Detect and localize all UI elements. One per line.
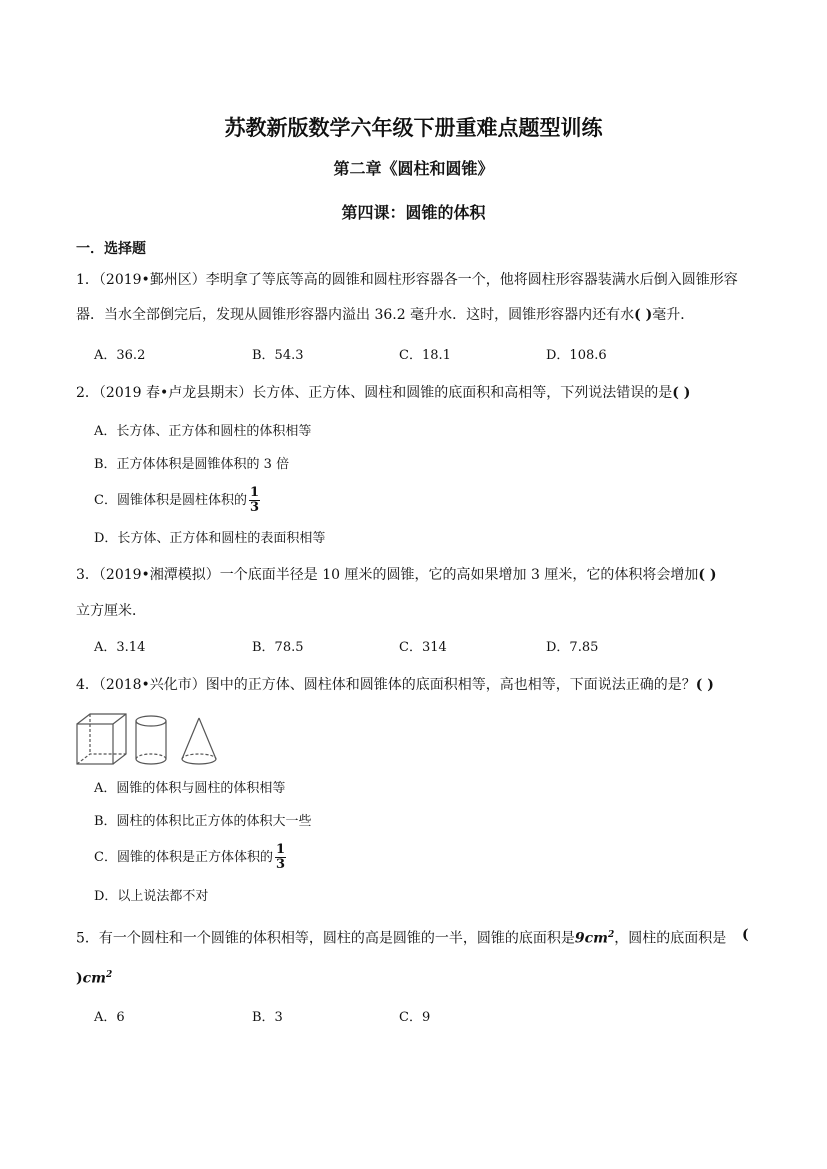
q3-option-d: D．7.85	[546, 640, 599, 655]
question-1-text: 器．当水全部倒完后，发现从圆锥形容器内溢出 36.2 毫升水．这时，圆锥形容器内还有水	[76, 307, 635, 323]
q3-option-c: C．314	[399, 640, 447, 655]
page-title: 苏教新版数学六年级下册重难点题型训练	[224, 115, 603, 140]
q2-option-a: A．长方体、正方体和圆柱的体积相等	[94, 424, 312, 439]
question-1-line-1: 1．（2019•鄞州区）李明拿了等底等高的圆锥和圆柱形容器各一个，他将圆柱形容器装满水后倒入圆锥形容	[76, 272, 738, 288]
area-value: 9	[574, 930, 585, 947]
question-1-unit: 毫升．	[652, 307, 695, 323]
fraction	[249, 486, 260, 515]
answer-unit: cm	[82, 970, 106, 987]
q4-option-b: B．圆柱的体积比正方体的体积大一些	[94, 814, 312, 829]
section-heading: 一．选择题	[76, 241, 146, 257]
q2-option-d: D．长方体、正方体和圆柱的表面积相等	[94, 531, 326, 546]
question-5-line-1	[76, 925, 766, 949]
unit-exponent: 2	[608, 930, 615, 940]
question-2-text: 2．（2019 春•卢龙县期末）长方体、正方体、圆柱和圆锥的底面积和高相等，下列说法错误的是	[76, 385, 673, 401]
question-5-text-2: ，圆柱的底面积是	[614, 930, 727, 947]
q2-option-b: B．正方体体积是圆锥体积的 3 倍	[94, 457, 290, 472]
q5-option-b: B．3	[252, 1010, 283, 1025]
question-4-line-1	[76, 675, 714, 695]
solid-figures	[76, 712, 226, 772]
chapter-title: 第二章《圆柱和圆锥》	[333, 159, 494, 178]
fraction-numerator: 1	[275, 842, 285, 857]
question-3-line-1	[76, 565, 716, 585]
q2-option-c	[94, 486, 260, 515]
q1-option-a: A．36.2	[94, 348, 146, 363]
fraction-denominator: 3	[275, 857, 285, 872]
q1-option-d: D．108.6	[546, 348, 607, 363]
question-2-line-1	[76, 383, 690, 403]
cube-figure	[77, 714, 126, 764]
fraction-numerator: 1	[249, 485, 259, 500]
q3-option-b: B．78.5	[252, 640, 304, 655]
lesson-title: 第四课：圆锥的体积	[341, 203, 486, 222]
fraction-denominator: 3	[249, 500, 259, 515]
q4-option-c	[94, 843, 286, 872]
question-3-line-2: 立方厘米．	[76, 603, 146, 619]
question-4-text: 4．（2018•兴化市）图中的正方体、圆柱体和圆锥体的底面积相等，高也相等，下面说法正确的是？	[76, 677, 696, 693]
answer-blank: ( )	[634, 307, 653, 323]
q4-option-c-text: C．圆锥的体积是正方体体积的	[94, 850, 273, 865]
q5-option-a: A．6	[94, 1010, 125, 1025]
question-5-text: 5．有一个圆柱和一个圆锥的体积相等，圆柱的高是圆锥的一半，圆锥的底面积是	[76, 930, 575, 947]
q1-option-c: C．18.1	[399, 348, 451, 363]
q4-option-a: A．圆锥的体积与圆柱的体积相等	[94, 781, 286, 796]
answer-unit-exponent: 2	[105, 970, 113, 980]
answer-blank: ( )	[698, 567, 717, 583]
area-unit: cm	[584, 930, 608, 947]
answer-blank-open: (	[742, 927, 749, 943]
question-3-text: 3．（2019•湘潭模拟）一个底面半径是 10 厘米的圆锥，它的高如果增加 3 厘米，它的体积将会增加	[76, 567, 699, 583]
answer-blank-close: )	[76, 970, 83, 987]
answer-blank: ( )	[695, 677, 714, 693]
question-5-line-2	[76, 965, 112, 989]
q2-option-c-text: C．圆锥体积是圆柱体积的	[94, 493, 247, 508]
q5-option-c: C．9	[399, 1010, 431, 1025]
cylinder-figure	[136, 716, 166, 764]
q4-option-d: D．以上说法都不对	[94, 889, 209, 904]
answer-blank: ( )	[672, 385, 691, 401]
q3-option-a: A．3.14	[94, 640, 146, 655]
question-1-line-2	[76, 305, 694, 325]
cone-figure	[182, 718, 216, 764]
fraction	[275, 843, 286, 872]
q1-option-b: B．54.3	[252, 348, 304, 363]
